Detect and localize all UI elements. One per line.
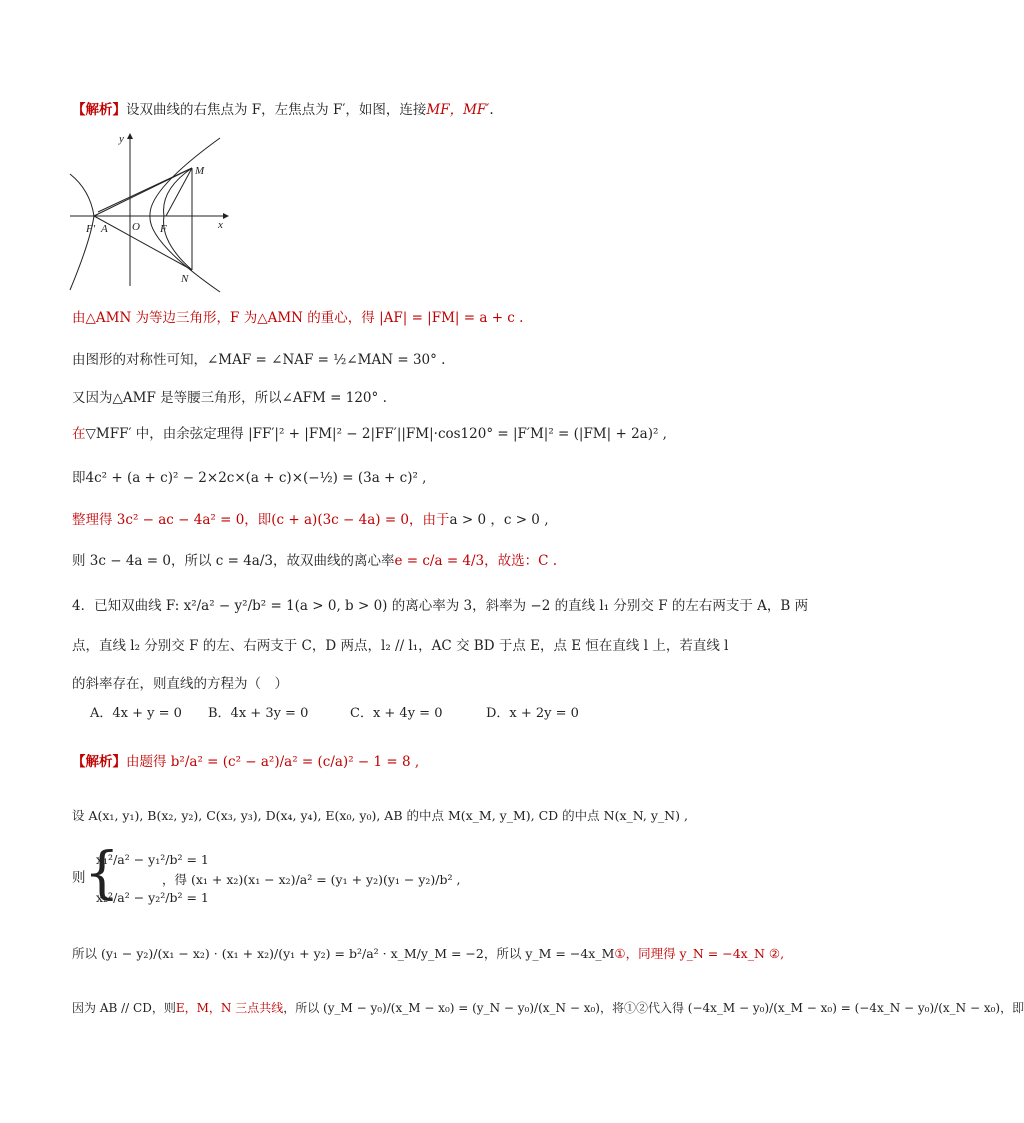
- analysis2-line-3: ，得 (x₁ + x₂)(x₁ − x₂)/a² = (y₁ + y₂)(y₁ − y₂)/b² ,: [162, 872, 461, 887]
- question4-line-1: 4．已知双曲线 F: x²/a² − y²/b² = 1(a > 0, b > 0) 的离心率为 3，斜率为 −2 的直线 l₁ 分别交 F 的左右两支于 A，B 两: [72, 598, 809, 614]
- label-F: F: [160, 223, 167, 235]
- analysis-tag: 【解析】: [72, 102, 126, 118]
- derivation-line-7: 则 3c − 4a = 0，所以 c = 4a/3，故双曲线的离心率e = c/a = 4/3，故选：C .: [72, 553, 558, 569]
- label-F-left: F′: [86, 223, 96, 235]
- choices: [90, 702, 710, 724]
- analysis2-line-1: 【解析】由题得 b²/a² = (c² − a²)/a² = (c/a)² − 1 = 8 ,: [72, 754, 420, 770]
- derivation-line-2: 由图形的对称性可知，∠MAF = ∠NAF = ½∠MAN = 30° .: [72, 352, 446, 368]
- choice-b[interactable]: B．4x + 3y = 0: [208, 706, 309, 721]
- choice-d[interactable]: D．x + 2y = 0: [486, 706, 579, 721]
- analysis1-highlight: MF，MF′: [426, 102, 490, 118]
- analysis1-text: 设双曲线的右焦点为 F，左焦点为 F′，如图，连接: [126, 102, 427, 118]
- question4-line-2: 点，直线 l₂ 分别交 F 的左、右两支于 C，D 两点，l₂ // l₁，AC 交 BD 于点 E，点 E 恒在直线 l 上，若直线 l: [72, 638, 729, 654]
- label-A: A: [101, 223, 108, 235]
- analysis1-line: 【解析】设双曲线的右焦点为 F，左焦点为 F′，如图，连接MF，MF′.: [72, 102, 494, 118]
- choice-a[interactable]: A．4x + y = 0: [90, 706, 182, 721]
- analysis2-line-5: 因为 AB // CD，则E，M，N 三点共线，所以 (y_M − y₀)/(x_M − x₀) = (y_N − y₀)/(x_N − x₀)，将①②代入得 (−4x_M − y₀)/(x_M − x₀) = (−4x_N − y₀)/(x_N − x₀)，即: [72, 1001, 1024, 1015]
- analysis2-line-2: 设 A(x₁, y₁), B(x₂, y₂), C(x₃, y₃), D(x₄, y₄), E(x₀, y₀), AB 的中点 M(x_M, y_M), CD 的中点 N(x_N, y_N) ,: [72, 808, 688, 823]
- choice-c[interactable]: C．x + 4y = 0: [350, 706, 443, 721]
- label-y: y: [119, 133, 124, 145]
- hyperbola-figure: [68, 130, 238, 290]
- inner-curve: [164, 168, 192, 270]
- label-M: M: [195, 165, 205, 177]
- system-eq-2: x₂²/a² − y₂²/b² = 1: [96, 890, 209, 905]
- analysis2-line-4: 所以 (y₁ − y₂)/(x₁ − x₂) · (x₁ + x₂)/(y₁ + y₂) = b²/a² · x_M/y_M = −2，所以 y_M = −4x_M①，同理得 y_N = −4x_N ②,: [72, 946, 785, 961]
- hyperbola-right-branch: [150, 138, 220, 292]
- derivation-line-6: 整理得 3c² − ac − 4a² = 0，即(c + a)(3c − 4a) = 0，由于a > 0 ，c > 0 ,: [72, 512, 549, 528]
- label-x: x: [218, 219, 223, 231]
- analysis2-then: 则: [72, 870, 86, 886]
- derivation-line-3: 又因为△AMF 是等腰三角形，所以∠AFM = 120° .: [72, 390, 387, 406]
- label-O: O: [132, 221, 140, 233]
- derivation-line-5: 即4c² + (a + c)² − 2×2c×(a + c)×(−½) = (3a + c)² ,: [72, 470, 427, 486]
- system-eq-1: x₁²/a² − y₁²/b² = 1: [96, 852, 209, 867]
- label-N: N: [181, 273, 189, 285]
- derivation-line-1: 由△AMN 为等边三角形，F 为△AMN 的重心，得 |AF| = |FM| = a + c .: [72, 310, 524, 326]
- derivation-line-4: 在▽MFF′ 中，由余弦定理得 |FF′|² + |FM|² − 2|FF′||FM|·cos120° = |F′M|² = (|FM| + 2a)² ,: [72, 426, 667, 442]
- question4-line-3: 的斜率存在，则直线的方程为（ ）: [72, 676, 288, 692]
- system-brace: {: [84, 841, 120, 906]
